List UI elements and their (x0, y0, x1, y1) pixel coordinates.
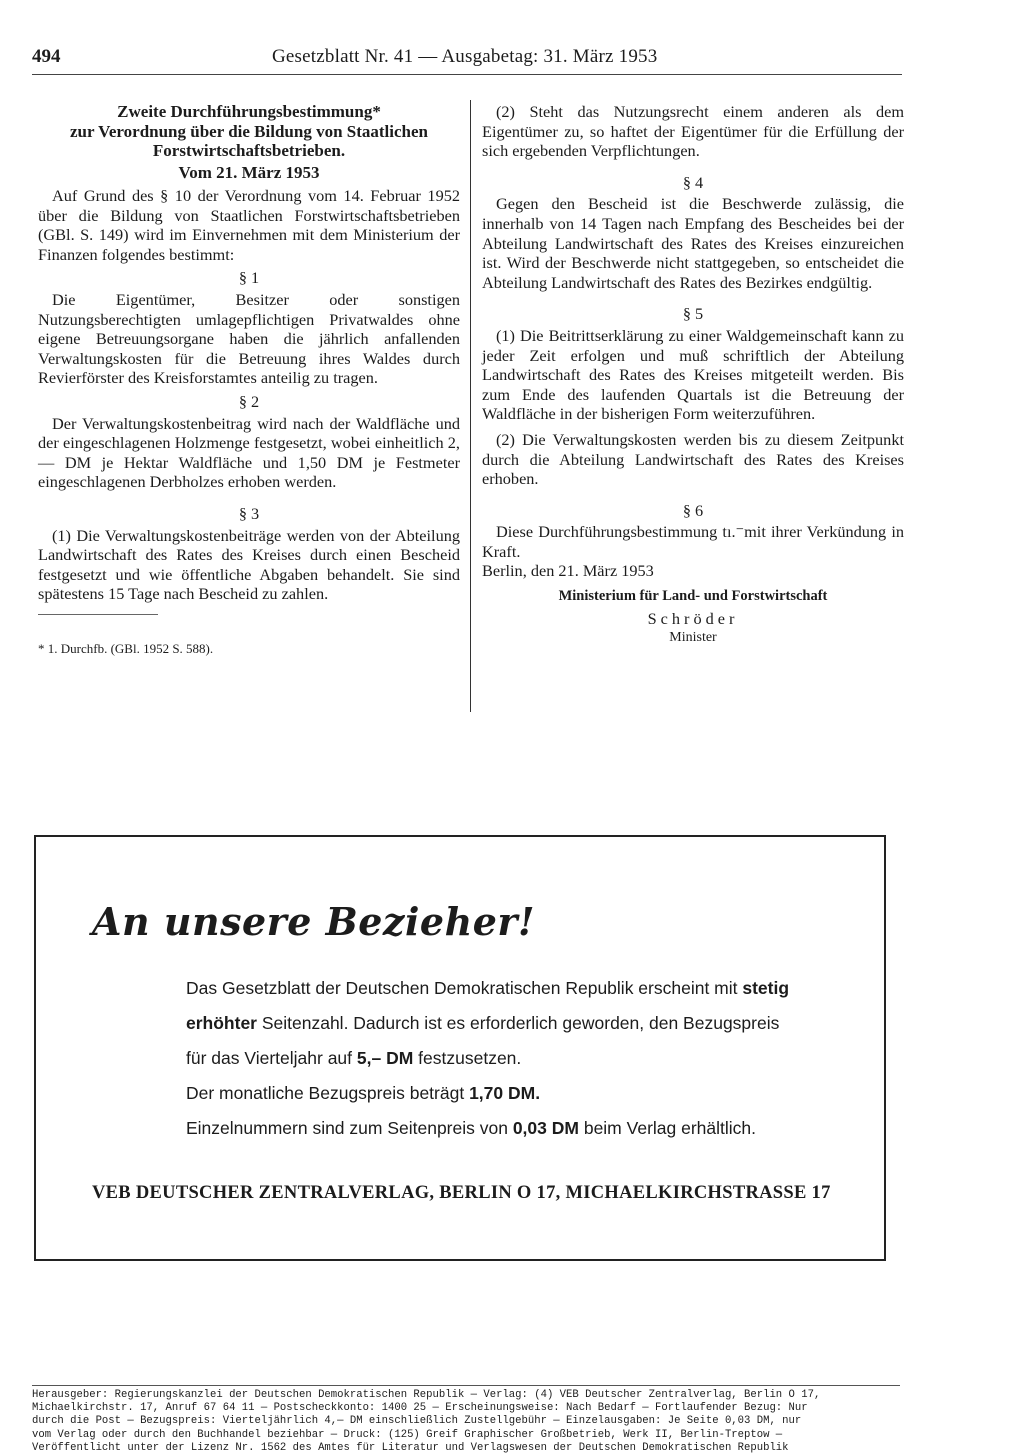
section-3-heading: § 3 (238, 504, 260, 523)
page-header (32, 44, 902, 75)
notice-text (186, 971, 846, 1146)
notice-line-3 (186, 1041, 846, 1076)
notice-line-1-text: Das Gesetzblatt der Deutschen Demokratischen Republik erscheint mit (186, 978, 743, 998)
notice-line-3-end: festzusetzen. (413, 1048, 522, 1068)
signature-ministry: Ministerium für Land- und Forstwirtschaft (558, 588, 828, 605)
regulation-title-line-1: Zweite Durchführungsbestimmung* (117, 102, 381, 121)
notice-line-1 (186, 971, 846, 1006)
notice-line-2-text: Seitenzahl. Dadurch ist es erforderlich geworden, den Bezugspreis (256, 1013, 780, 1033)
quarterly-price: 5,– DM (356, 1048, 414, 1068)
section-3-paragraph-2: (2) Steht das Nutzungsrecht einem anderen als dem Eigentümer zu, so haftet der Eigentümer für die Erfüllung der sich ergebenden Verpflichtungen. (482, 102, 904, 161)
notice-line-5 (186, 1111, 846, 1146)
section-4-text: Gegen den Bescheid ist die Beschwerde zulässig, die innerhalb von 14 Tagen nach Empfang des Bescheides bei der Abteilung Landwirtschaft des Rates des Kreises einzureichen ist. Wird der Beschwerde nicht stattgegeben, so entscheidet die Abteilung Landwirtschaft des Rates des Bezirkes endgültig. (482, 194, 904, 292)
notice-line-3-text: für das Vierteljahr auf (186, 1048, 357, 1068)
signature-role: Minister (669, 630, 717, 646)
notice-title: An unsere Bezieher! (92, 899, 536, 944)
section-5-paragraph-1: (1) Die Beitrittserklärung zu einer Waldgemeinschaft kann zu jeder Zeit erfolgen und muß schriftlich der Abteilung Landwirtschaft des Rates des Kreises mitgeteilt werden. Bis zum Ende des laufenden Quartals ist die Betreuung der Waldfläche in der bisherigen Form weiterzuführen. (482, 325, 904, 424)
regulation-title-line-3: Forstwirtschaftsbetrieben. (152, 141, 346, 160)
notice-line-2-emphasis: erhöhter (186, 1013, 257, 1033)
section-6-text: Diese Durchführungsbestimmung tı.⁻mit ihrer Verkündung in Kraft. (482, 522, 904, 561)
right-column (482, 102, 904, 648)
section-2-text: Der Verwaltungskostenbeitrag wird nach der Waldfläche und der eingeschlagenen Holzmenge festgesetzt, wobei einheitlich 2,— DM je Hektar Waldfläche und 1,50 DM je Festmeter eingeschlagenen Derbholzes erhoben werden. (38, 413, 460, 492)
signature-place-date: Berlin, den 21. März 1953 (482, 561, 654, 581)
section-5-heading: § 5 (682, 304, 704, 324)
page-price: 0,03 DM (512, 1118, 579, 1138)
imprint-line-1: Herausgeber: Regierungskanzlei der Deutschen Demokratischen Republik — Verlag: (4) VEB Deutscher Zentralverlag, Berlin O 17, (32, 1389, 821, 1401)
imprint-line-4: vom Verlag oder durch den Buchhandel beziehbar — Druck: (125) Greif Graphischer Großbetrieb, Werk II, Berlin-Treptow — (32, 1428, 783, 1441)
imprint (32, 1385, 900, 1455)
publisher-address: VEB DEUTSCHER ZENTRALVERLAG, BERLIN O 17, MICHAELKIRCHSTRASSE 17 (92, 1183, 831, 1203)
section-4-heading: § 4 (682, 172, 704, 192)
section-1-heading: § 1 (238, 268, 260, 288)
footnote-rule (38, 614, 158, 615)
notice-line-5-end: beim Verlag erhältlich. (578, 1118, 757, 1138)
section-3-text: (1) Die Verwaltungskostenbeiträge werden von der Abteilung Landwirtschaft des Rates des Kreises durch einen Bescheid festgesetzt und wie öffentliche Abgaben behandelt. Sie sind spätestens 15 Tage nach Bescheid zu zahlen. (38, 525, 460, 604)
monthly-price: 1,70 DM. (469, 1083, 541, 1103)
section-6-heading: § 6 (682, 500, 704, 520)
preamble-text: Auf Grund des § 10 der Verordnung vom 14. Februar 1952 über die Bildung von Staatlichen Forstwirtschaftsbetrieben (GBl. S. 149) wird im Einvernehmen mit dem Ministerium der Finanzen folgendes bestimmt: (38, 186, 460, 264)
notice-line-5-text: Einzelnummern sind zum Seitenpreis von (186, 1118, 513, 1138)
header-title: Gesetzblatt Nr. 41 — Ausgabetag: 31. März 1953 (272, 46, 658, 67)
notice-line-2 (186, 1006, 846, 1041)
regulation-title-line-2: zur Verordnung über die Bildung von Staatlichen (69, 121, 429, 141)
notice-line-4 (186, 1076, 846, 1111)
section-5-paragraph-2: (2) Die Verwaltungskosten werden bis zu diesem Zeitpunkt durch die Abteilung Landwirtschaft des Rates des Kreises erhoben. (482, 429, 904, 489)
section-1-text: Die Eigentümer, Besitzer oder sonstigen Nutzungsberechtigten umlagepflichtigen Privatwaldes ohne eigene Betreuungsorgane haben die jährlich anfallenden Verwaltungskosten für die Betreuung ihres Waldes durch Revierförster des Kreisforstamtes anteilig zu tragen. (38, 290, 460, 388)
imprint-line-3: durch die Post — Bezugspreis: Vierteljährlich 4,— DM einschließlich Zustellgebühr — Einzelausgaben: Je Seite 0,03 DM, nur (32, 1415, 802, 1428)
notice-line-4-text: Der monatliche Bezugspreis beträgt (186, 1083, 470, 1103)
imprint-line-5: Veröffentlicht unter der Lizenz Nr. 1562 des Amtes für Literatur und Verlagswesen der Deutschen Demokratischen Republik (32, 1441, 789, 1454)
page-number: 494 (32, 46, 61, 67)
signature-name: Schröder (647, 608, 739, 628)
regulation-date: Vom 21. März 1953 (178, 162, 320, 182)
notice-line-1-emphasis: stetig (742, 978, 790, 998)
column-divider (470, 100, 471, 712)
subscriber-notice-box (34, 835, 886, 1261)
section-2-heading: § 2 (238, 392, 260, 412)
left-column (38, 102, 460, 659)
footnote: * 1. Durchfb. (GBl. 1952 S. 588). (38, 640, 214, 656)
imprint-line-2: Michaelkirchstr. 17, Anruf 67 64 11 — Postscheckkonto: 1400 25 — Erscheinungsweise: Nach Bedarf — Fortlaufender Bezug: Nur (32, 1402, 808, 1415)
